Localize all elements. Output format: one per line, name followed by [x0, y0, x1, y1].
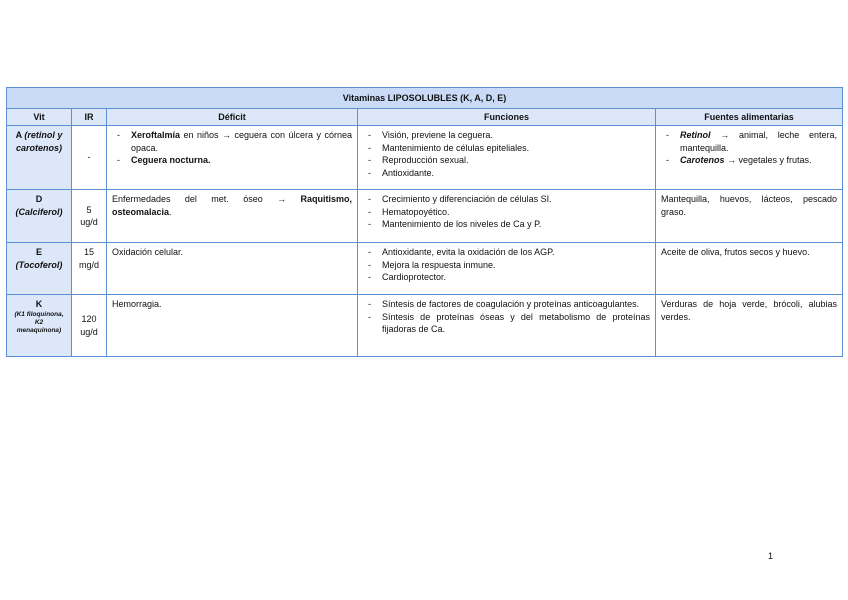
- vit-cell: [7, 126, 72, 190]
- table-title: Vitaminas LIPOSOLUBLES (K, A, D, E): [7, 88, 843, 109]
- list-item: - Antioxidante, evita la oxidación de los AGP.: [382, 246, 650, 259]
- functions-cell: [358, 295, 656, 357]
- ir-cell: 15 mg/d: [72, 243, 107, 295]
- header-functions: Funciones: [358, 109, 656, 126]
- sources-cell: Aceite de oliva, frutos secos y huevo.: [656, 243, 843, 295]
- deficit-cell: Hemorragia.: [107, 295, 358, 357]
- list-item: - Mantenimiento de los niveles de Ca y P.: [382, 218, 650, 231]
- header-row: [7, 109, 843, 126]
- functions-cell: [358, 243, 656, 295]
- list-item: - Crecimiento y diferenciación de células SI.: [382, 193, 650, 206]
- vit-name: K: [35, 299, 43, 309]
- table-row: [7, 126, 843, 190]
- list-item: - Ceguera nocturna.: [131, 154, 352, 167]
- vit-name: D: [35, 194, 43, 204]
- header-sources: Fuentes alimentarias: [656, 109, 843, 126]
- vit-cell: [7, 243, 72, 295]
- list-item: - Antioxidante.: [382, 167, 650, 180]
- table-row: [7, 243, 843, 295]
- deficit-cell: [107, 126, 358, 190]
- vit-subtitle: (K1 filoquinona, K2 menaquinona): [14, 310, 64, 334]
- vit-name: E: [35, 247, 42, 257]
- vitamins-table: [6, 87, 843, 357]
- vit-subtitle: (Calciferol): [15, 206, 63, 217]
- header-vit: Vit: [7, 109, 72, 126]
- table-row: [7, 295, 843, 357]
- functions-cell: [358, 190, 656, 243]
- title-row: [7, 88, 843, 109]
- ir-cell: 5 ug/d: [72, 190, 107, 243]
- list-item: - Xeroftalmía en niños → ceguera con úlcera y córnea opaca.: [131, 129, 352, 154]
- vit-cell: [7, 295, 72, 357]
- list-item: - Cardioprotector.: [382, 271, 650, 284]
- list-item: - Visión, previene la ceguera.: [382, 129, 650, 142]
- sources-cell: Verduras de hoja verde, brócoli, alubias verdes.: [656, 295, 843, 357]
- list-item: - Síntesis de proteínas óseas y del metabolismo de proteínas fijadoras de Ca.: [382, 311, 650, 336]
- list-item: - Reproducción sexual.: [382, 154, 650, 167]
- vit-subtitle: (retinol y carotenos): [15, 130, 63, 153]
- functions-cell: [358, 126, 656, 190]
- list-item: - Mejora la respuesta inmune.: [382, 259, 650, 272]
- vit-name: A (retinol y carotenos): [15, 130, 63, 153]
- list-item: - Retinol → animal, leche entera, mantequilla.: [680, 129, 837, 154]
- sources-cell: [656, 126, 843, 190]
- ir-cell: -: [72, 126, 107, 190]
- list-item: - Carotenos → vegetales y frutas.: [680, 154, 837, 167]
- list-item: - Mantenimiento de células epiteliales.: [382, 142, 650, 155]
- vit-cell: [7, 190, 72, 243]
- page-number: 1: [768, 551, 774, 561]
- list-item: - Hematopoyético.: [382, 206, 650, 219]
- vit-subtitle: (Tocoferol): [15, 259, 63, 270]
- header-deficit: Déficit: [107, 109, 358, 126]
- deficit-cell: Oxidación celular.: [107, 243, 358, 295]
- sources-cell: Mantequilla, huevos, lácteos, pescado graso.: [656, 190, 843, 243]
- deficit-cell: Enfermedades del met. óseo → Raquitismo, osteomalacia.: [107, 190, 358, 243]
- header-ir: IR: [72, 109, 107, 126]
- ir-cell: 120 ug/d: [72, 295, 107, 357]
- list-item: - Síntesis de factores de coagulación y proteínas anticoagulantes.: [382, 298, 650, 311]
- table-row: [7, 190, 843, 243]
